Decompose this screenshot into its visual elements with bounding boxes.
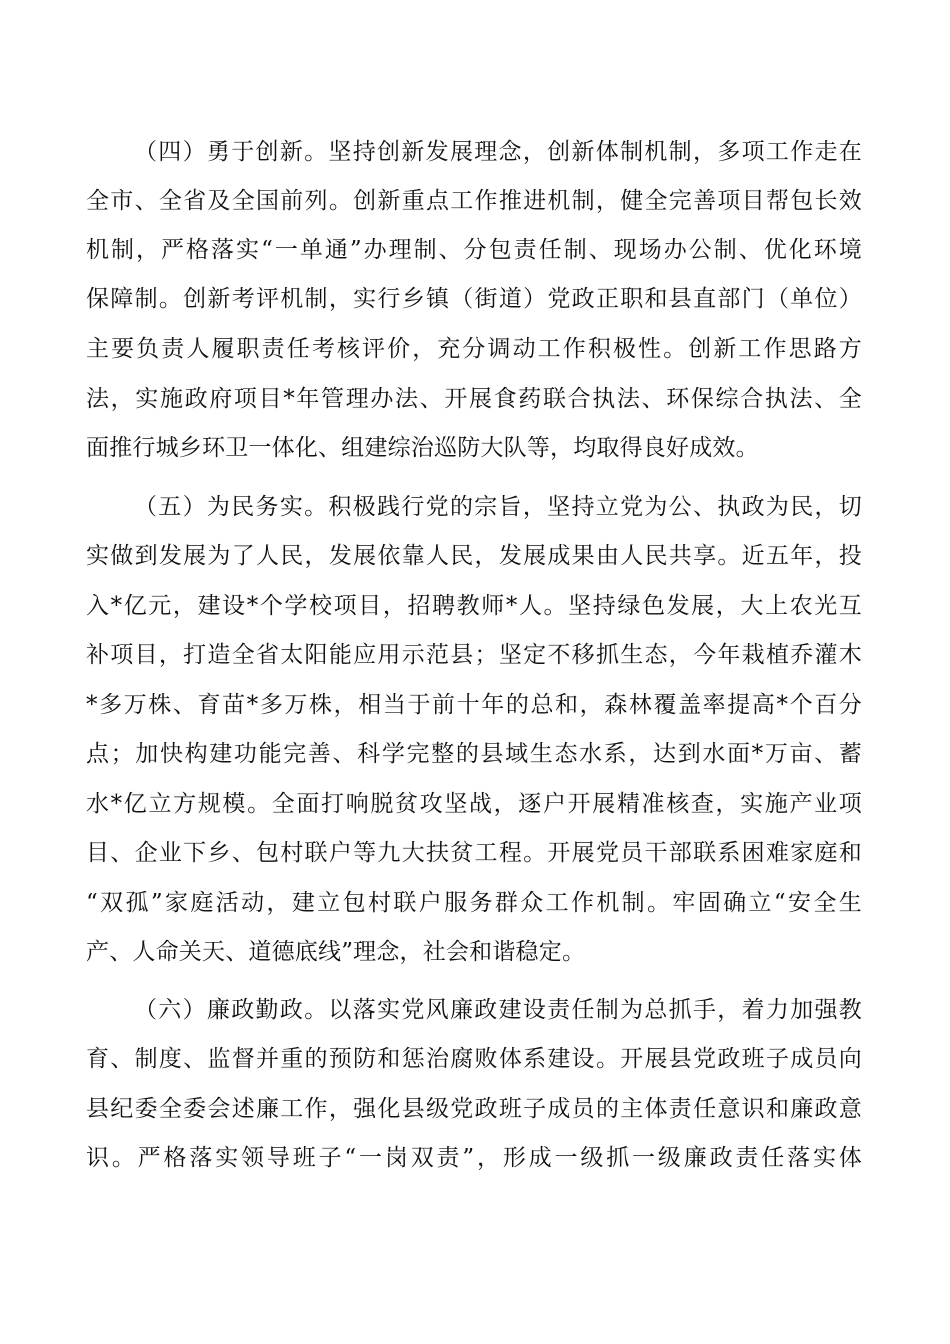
paragraph-5-line-1: （五）为民务实。积极践行党的宗旨，坚持立党为公、执政为民，切: [134, 494, 862, 520]
paragraph-4-line-6: 法，实施政府项目*年管理办法、开展食药联合执法、环保综合执法、全: [86, 386, 862, 412]
paragraph-5-line-8: 目、企业下乡、包村联户等九大扶贫工程。开展党员干部联系困难家庭和: [86, 840, 862, 866]
paragraph-4-line-7: 面推行城乡环卫一体化、组建综治巡防大队等，均取得良好成效。: [86, 435, 759, 461]
paragraph-4-line-1: （四）勇于创新。坚持创新发展理念，创新体制机制，多项工作走在: [134, 139, 862, 165]
paragraph-6-line-4: 识。严格落实领导班子“一岗双责”，形成一级抓一级廉政责任落实体: [86, 1145, 862, 1171]
paragraph-5-line-3: 入*亿元，建设*个学校项目，招聘教师*人。坚持绿色发展，大上农光互: [86, 593, 862, 619]
paragraph-5-line-5: *多万株、育苗*多万株，相当于前十年的总和，森林覆盖率提高*个百分: [86, 692, 862, 718]
paragraph-5-line-7: 水*亿立方规模。全面打响脱贫攻坚战，逐户开展精准核查，实施产业项: [86, 791, 862, 817]
paragraph-6-line-2: 育、制度、监督并重的预防和惩治腐败体系建设。开展县党政班子成员向: [86, 1046, 862, 1072]
paragraph-5-line-10: 产、人命关天、道德底线”理念，社会和谐稳定。: [86, 939, 586, 965]
paragraph-4-line-4: 保障制。创新考评机制，实行乡镇（街道）党政正职和县直部门（单位）: [86, 286, 862, 312]
paragraph-4-line-3: 机制，严格落实“一单通”办理制、分包责任制、现场办公制、优化环境: [86, 237, 862, 263]
paragraph-5-line-9: “双孤”家庭活动，建立包村联户服务群众工作机制。牢固确立“安全生: [86, 890, 862, 916]
paragraph-4-line-5: 主要负责人履职责任考核评价，充分调动工作积极性。创新工作思路方: [86, 336, 862, 362]
paragraph-6-line-3: 县纪委全委会述廉工作，强化县级党政班子成员的主体责任意识和廉政意: [86, 1096, 862, 1122]
paragraph-5-line-2: 实做到发展为了人民，发展依靠人民，发展成果由人民共享。近五年，投: [86, 543, 862, 569]
paragraph-4-line-2: 全市、全省及全国前列。创新重点工作推进机制，健全完善项目帮包长效: [86, 188, 862, 214]
paragraph-5-line-6: 点；加快构建功能完善、科学完整的县域生态水系，达到水面*万亩、蓄: [86, 741, 862, 767]
paragraph-6-line-1: （六）廉政勤政。以落实党风廉政建设责任制为总抓手，着力加强教: [134, 997, 862, 1023]
paragraph-5-line-4: 补项目，打造全省太阳能应用示范县；坚定不移抓生态，今年栽植乔灌木: [86, 642, 862, 668]
